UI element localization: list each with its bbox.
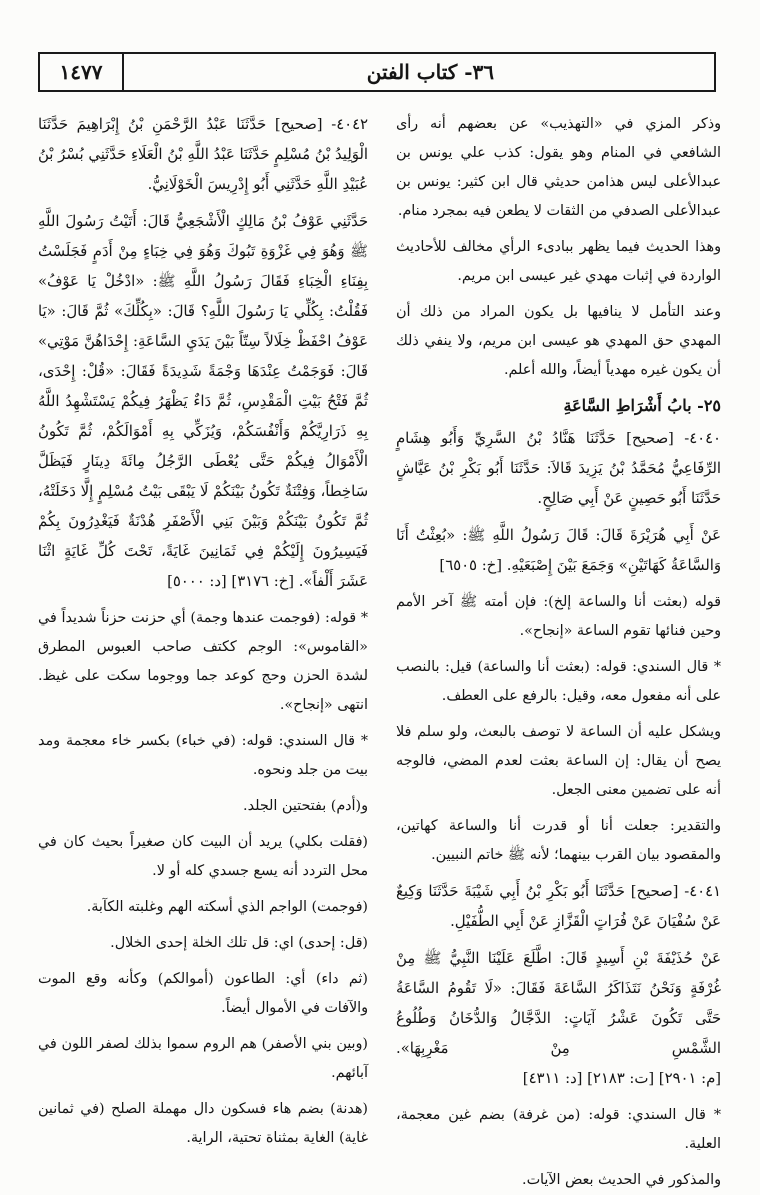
chapter-title: ٣٦- كتاب الفتن — [366, 60, 494, 84]
commentary-paragraph: و(أدم) بفتحتين الجلد. — [243, 798, 368, 814]
commentary-paragraph: وهذا الحديث فيما يظهر ببادىء الرأي مخالف للأحاديث الواردة في إثبات مهدي غير عيسى ابن مريم. — [396, 239, 721, 284]
chapter-heading: ٢٥- بابُ أَشْرَاطِ السَّاعَةِ — [563, 396, 721, 415]
commentary-paragraph: (هدنة) بضم هاء فسكون دال مهملة الصلح (في ثمانين غاية) الغاية بمثناة تحتية، الراية. — [38, 1101, 368, 1146]
commentary-paragraph: (فوجمت) الواجم الذي أسكته الهم وغلبته الكآبة. — [86, 899, 368, 915]
hadith-isnad: ٤٠٤٢- [صحيح] حَدَّثَنَا عَبْدُ الرَّحْمَنِ بْنُ إِبْرَاهِيمَ حَدَّثَنَا الْوَلِيدُ بْنُ مُسْلِمٍ حَدَّثَنَا عَبْدُ اللَّهِ بْنُ الْعَلَاءِ حَدَّثَنِي بُسْرُ بْنُ عُبَيْدِ اللَّهِ حَدَّثَنِي أَبُو إِدْرِيسَ الْخَوْلَانِيُّ. — [38, 116, 368, 193]
commentary-paragraph: والتقدير: جعلت أنا أو قدرت أنا والساعة كهاتين، والمقصود بيان القرب بينهما؛ لأنه ﷺ خاتم النبيين. — [396, 818, 721, 863]
hadith-reference: [خ: ٣١٧٦] [د: ٥٠٠٠] — [167, 573, 294, 590]
commentary-paragraph: (قل: إحدى) اي: قل تلك الخلة إحدى الخلال. — [110, 935, 368, 951]
commentary-paragraph: * قال السندي: قوله: (بعثت أنا والساعة) قيل: بالنصب على أنه مفعول معه، وقيل: بالرفع على العطف. — [396, 659, 721, 704]
page-header — [38, 52, 716, 92]
hadith-matn — [396, 521, 721, 581]
right-column — [396, 110, 721, 1188]
commentary-paragraph: * قال السندي: قوله: (في خباء) بكسر خاء معجمة ومد بيت من جلد ونحوه. — [38, 733, 368, 778]
hadith-isnad: ٤٠٤٠- [صحيح] حَدَّثَنَا هَنَّادُ بْنُ السَّرِيِّ وَأَبُو هِشَامٍ الرِّفَاعِيُّ مُحَمَّدُ بْنُ يَزِيدَ قَالاَ: حَدَّثَنَا أَبُو بَكْرِ بْنُ عَيَّاشٍ حَدَّثَنَا أَبُو حَصِينٍ عَنْ أَبِي صَالِحٍ. — [396, 430, 721, 507]
commentary-paragraph: * قوله: (فوجمت عندها وجمة) أي حزنت حزناً شديداً في «القاموس»: الوجم ككتف صاحب العبوس المطرق لشدة الحزن وحج كوعد جما ووجوما سكت على غيظ. انتهى «إنجاح». — [38, 610, 368, 713]
hadith-isnad: ٤٠٤١- [صحيح] حَدَّثَنَا أَبُو بَكْرِ بْنُ أَبِي شَيْبَةَ حَدَّثَنَا وَكِيعٌ عَنْ سُفْيَانَ عَنْ فُرَاتٍ الْقَزَّازِ عَنْ أَبِي الطُّفَيْلِ. — [396, 883, 721, 930]
commentary-paragraph: (وبين بني الأصفر) هم الروم سموا بذلك لصفر اللون في آبائهم. — [38, 1036, 368, 1081]
left-column — [38, 110, 368, 1146]
hadith-reference: [خ: ٦٥٠٥] — [439, 557, 502, 574]
commentary-paragraph: * قال السندي: قوله: (من غرفة) بضم غين معجمة، العلية. — [396, 1107, 721, 1152]
commentary-paragraph: والمذكور في الحديث بعض الآيات. — [522, 1172, 721, 1188]
commentary-paragraph: وعند التأمل لا ينافيها بل يكون المراد من ذلك أن المهدي حق المهدي هو عيسى ابن مريم، ولا ينفي ذلك أن يكون غيره مهدياً أيضاً، والله أعلم. — [396, 304, 721, 378]
page-number: ١٤٧٧ — [40, 54, 124, 90]
commentary-paragraph: قوله (بعثت أنا والساعة إلخ): فإن أمته ﷺ آخر الأمم وحين فنائها تقوم الساعة «إنجاح». — [396, 594, 721, 639]
commentary-paragraph: (فقلت بكلي) يريد أن البيت كان صغيراً بحيث كان في محل التردد أنه يسع جسدي كله أو لا. — [38, 834, 368, 879]
hadith-matn — [38, 207, 368, 597]
hadith-reference: [م: ٢٩٠١] [ت: ٢١٨٣] [د: ٤٣١١] — [522, 1070, 721, 1087]
commentary-paragraph: وذكر المزي في «التهذيب» عن بعضهم أنه رأى الشافعي في المنام وهو يقول: كذب علي يونس بن عبدالأعلى ليس هذامن حديثي قال ابن كثير: يونس بن عبدالأعلى الصدفي من الثقات لا يطعن فيه بمجرد منام. — [396, 116, 721, 219]
commentary-paragraph: (ثم داء) أي: الطاعون (أموالكم) وكأنه وقع الموت والآفات في الأموال أيضاً. — [38, 971, 368, 1016]
hadith-text: حَدَّثَنِي عَوْفُ بْنُ مَالِكٍ الْأَشْجَعِيُّ قَالَ: أَتَيْتُ رَسُولَ اللَّهِ ﷺ وَهُوَ فِي غَزْوَةِ تَبُوكَ وَهُوَ فِي خِبَاءٍ مِنْ أَدَمٍ فَجَلَسْتُ بِفِنَاءِ الْخِبَاءِ فَقَالَ رَسُولُ اللَّهِ ﷺ: «ادْخُلْ يَا عَوْفُ» فَقُلْتُ: بِكُلِّي يَا رَسُولَ اللَّهِ؟ قَالَ: «بِكُلِّكَ» ثُمَّ قَالَ: «يَا عَوْفُ احْفَظْ خِلَالاً سِتّاً بَيْنَ يَدَيِ السَّاعَةِ: إِحْدَاهُنَّ مَوْتِي» قَالَ: فَوَجَمْتُ عِنْدَهَا وَجْمَةً شَدِيدَةً فَقَالَ: «قُلْ: إِحْدَى، ثُمَّ فَتْحُ بَيْتِ الْمَقْدِسِ، ثُمَّ دَاءٌ يَظْهَرُ فِيكُمْ يَسْتَشْهِدُ اللَّهُ بِهِ ذَرَارِيَّكُمْ وَأَنْفُسَكُمْ، وَيُزَكِّي بِهِ أَمْوَالَكُمْ، ثُمَّ تَكُونُ الْأَمْوَالُ فِيكُمْ حَتَّى يُعْطَى الرَّجُلُ مِائَةَ دِينَارٍ فَيَظَلَّ سَاخِطاً، وَفِتْنَةٌ تَكُونُ بَيْنَكُمْ لَا يَبْقَى بَيْتُ مُسْلِمٍ إِلَّا دَخَلَتْهُ، ثُمَّ تَكُونُ بَيْنَكُمْ وَبَيْنَ بَنِي الْأَصْفَرِ هُدْنَةٌ فَيَغْدِرُونَ بِكُمْ فَيَسِيرُونَ إِلَيْكُمْ فِي ثَمَانِينَ غَايَةً، تَحْتَ كُلِّ غَايَةٍ اثْنَا عَشَرَ أَلْفاً». — [38, 213, 368, 590]
hadith-text: عَنْ حُذَيْفَةَ بْنِ أَسِيدٍ قَالَ: اطَّلَعَ عَلَيْنَا النَّبِيُّ ﷺ مِنْ غُرْفَةٍ وَنَحْنُ نَتَذَاكَرُ السَّاعَةَ فَقَالَ: «لَا تَقُومُ السَّاعَةُ حَتَّى تَكُونَ عَشْرُ آيَاتٍ: الدَّجَّالُ وَالدُّخَانُ وَطُلُوعُ الشَّمْسِ مِنْ مَغْرِبِهَا». — [396, 950, 721, 1057]
hadith-matn — [396, 944, 721, 1094]
hadith-text: عَنْ أَبِي هُرَيْرَةَ قَالَ: قَالَ رَسُولُ اللَّهِ ﷺ: «بُعِثْتُ أَنَا وَالسَّاعَةُ كَهَاتَيْنِ» وَجَمَعَ بَيْنَ إِصْبَعَيْهِ. — [396, 527, 721, 574]
commentary-paragraph: ويشكل عليه أن الساعة لا توصف بالبعث، ولو سلم فلا يصح أن يقال: إن الساعة بعثت لعدم المضي، فالوجه أنه على تضمين معنى الجعل. — [396, 724, 721, 798]
